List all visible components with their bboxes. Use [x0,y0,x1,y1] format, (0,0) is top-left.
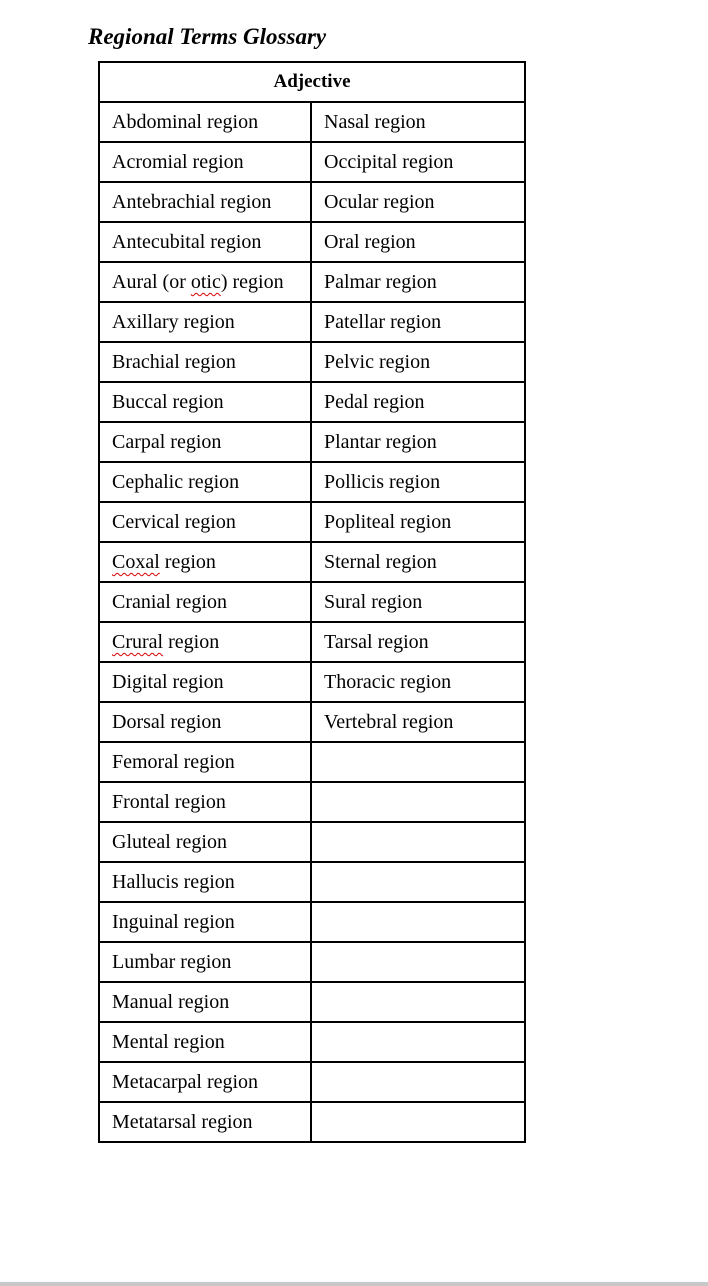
term-cell-left [99,1022,311,1062]
term-text: Oral region [324,231,416,253]
term-text: Inguinal region [112,911,235,933]
term-cell-right [311,662,525,702]
term-text: Vertebral region [324,711,454,733]
term-cell-right [311,822,525,862]
term-cell-right [311,102,525,142]
term-cell-left [99,622,311,662]
term-cell-right [311,742,525,782]
table-row [99,262,525,302]
term-text: Metatarsal region [112,1111,253,1133]
table-row [99,462,525,502]
spellcheck-flagged-word: Coxal [112,551,160,573]
term-text: Nasal region [324,111,426,133]
term-cell-right [311,702,525,742]
term-cell-left [99,542,311,582]
term-cell-right [311,902,525,942]
term-cell-left [99,342,311,382]
table-row [99,302,525,342]
term-text: Occipital region [324,151,454,173]
table-row [99,182,525,222]
term-cell-right [311,982,525,1022]
term-text: Antebrachial region [112,191,272,213]
table-row [99,702,525,742]
table-row [99,102,525,142]
term-text: Femoral region [112,751,235,773]
term-cell-left [99,902,311,942]
term-cell-right [311,422,525,462]
term-cell-left [99,982,311,1022]
term-cell-left [99,702,311,742]
term-text: Thoracic region [324,671,452,693]
term-cell-left [99,582,311,622]
table-row [99,622,525,662]
term-text: Pelvic region [324,351,431,373]
term-cell-left [99,662,311,702]
term-cell-right [311,1062,525,1102]
term-text: Lumbar region [112,951,232,973]
term-cell-left [99,302,311,342]
term-cell-left [99,1102,311,1142]
term-cell-right [311,142,525,182]
term-text: Brachial region [112,351,236,373]
term-cell-right [311,1022,525,1062]
term-text: Popliteal region [324,511,452,533]
glossary-table [98,61,526,1143]
term-cell-right [311,1102,525,1142]
term-cell-left [99,142,311,182]
table-row [99,542,525,582]
term-cell-right [311,782,525,822]
term-text: Gluteal region [112,831,227,853]
term-cell-right [311,302,525,342]
column-header-adjective: Adjective [99,62,525,102]
term-text: Ocular region [324,191,435,213]
table-row [99,422,525,462]
term-text: Digital region [112,671,224,693]
table-row [99,1102,525,1142]
term-text: Pollicis region [324,471,441,493]
term-cell-right [311,262,525,302]
term-cell-right [311,622,525,662]
term-text: Frontal region [112,791,226,813]
term-cell-right [311,502,525,542]
spellcheck-flagged-word: Crural [112,631,164,653]
table-body [99,102,525,1142]
table-row [99,902,525,942]
table-row [99,782,525,822]
term-text: Dorsal region [112,711,222,733]
term-cell-right [311,582,525,622]
term-cell-left [99,502,311,542]
term-cell-left [99,462,311,502]
table-row [99,1062,525,1102]
term-cell-right [311,382,525,422]
term-cell-left [99,102,311,142]
document-title: Regional Terms Glossary [88,24,327,49]
term-text: Palmar region [324,271,437,293]
term-text: Aural (or [112,271,191,293]
term-text: region [163,631,220,653]
term-cell-right [311,942,525,982]
term-cell-left [99,222,311,262]
term-cell-left [99,822,311,862]
term-text: Manual region [112,991,230,1013]
table-header-row [99,62,525,102]
table-row [99,822,525,862]
term-text: Cranial region [112,591,227,613]
term-text: ) region [220,271,284,293]
page-bottom-divider [0,1282,708,1286]
term-text: Mental region [112,1031,225,1053]
term-text: Hallucis region [112,871,235,893]
term-text: Patellar region [324,311,442,333]
table-row [99,1022,525,1062]
term-text: Cephalic region [112,471,240,493]
term-text: Cervical region [112,511,236,533]
term-cell-right [311,222,525,262]
term-text: Tarsal region [324,631,429,653]
table-row [99,942,525,982]
table-row [99,382,525,422]
table-row [99,222,525,262]
term-cell-right [311,542,525,582]
term-cell-left [99,1062,311,1102]
term-text: Axillary region [112,311,235,333]
term-cell-left [99,262,311,302]
term-text: Abdominal region [112,111,259,133]
table-row [99,342,525,382]
term-text: Sural region [324,591,423,613]
table-row [99,142,525,182]
table-row [99,862,525,902]
table-row [99,982,525,1022]
term-text: Pedal region [324,391,425,413]
term-cell-right [311,462,525,502]
table-row [99,662,525,702]
term-cell-left [99,862,311,902]
term-cell-left [99,422,311,462]
term-cell-right [311,182,525,222]
term-text: Carpal region [112,431,222,453]
term-text: Buccal region [112,391,224,413]
term-text: Plantar region [324,431,437,453]
term-cell-left [99,782,311,822]
term-text: Antecubital region [112,231,262,253]
term-text: region [159,551,216,573]
term-text: Acromial region [112,151,244,173]
term-cell-right [311,862,525,902]
table-row [99,582,525,622]
term-cell-left [99,382,311,422]
term-text: Metacarpal region [112,1071,259,1093]
table-row [99,742,525,782]
term-cell-left [99,942,311,982]
term-cell-left [99,182,311,222]
term-text: Sternal region [324,551,437,573]
table-row [99,502,525,542]
term-cell-left [99,742,311,782]
term-cell-right [311,342,525,382]
spellcheck-flagged-word: otic [190,271,221,293]
